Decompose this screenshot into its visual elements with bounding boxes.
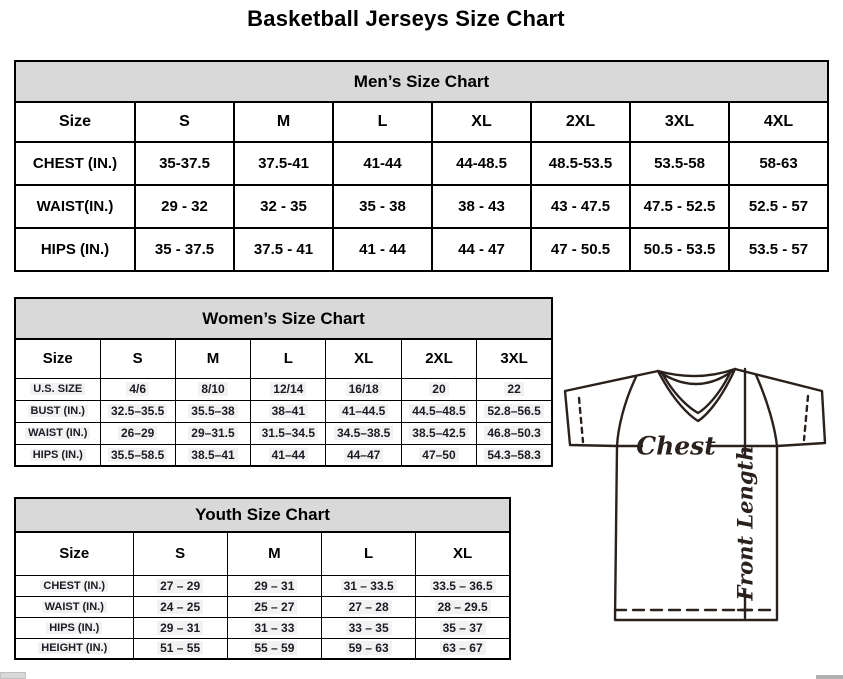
cell-value: 4/6 (126, 382, 149, 396)
jersey-diagram (558, 356, 843, 638)
youth-waist-row (15, 596, 510, 617)
table-cell (227, 638, 321, 659)
table-cell (100, 444, 175, 466)
cell-value: 35 – 37 (440, 621, 486, 635)
table-cell (416, 617, 510, 638)
table-cell (326, 422, 401, 444)
table-cell (227, 575, 321, 596)
row-label (15, 617, 133, 638)
chest-label: Chest (636, 431, 716, 461)
header-cell: S (133, 532, 227, 575)
row-label (15, 378, 100, 400)
table-cell (251, 422, 326, 444)
cell-value: 33.5 – 36.5 (430, 579, 496, 593)
table-cell: 50.5 - 53.5 (630, 228, 729, 271)
header-cell: Size (15, 532, 133, 575)
table-cell (251, 400, 326, 422)
cell-value: 47–50 (419, 448, 458, 462)
table-cell (133, 575, 227, 596)
table-cell (416, 575, 510, 596)
cell-value: 34.5–38.5 (334, 426, 393, 440)
mens-chest-row (15, 142, 828, 185)
table-cell (175, 422, 250, 444)
table-cell: 47 - 50.5 (531, 228, 630, 271)
womens-chart-title: Women’s Size Chart (14, 297, 553, 338)
table-cell: 43 - 47.5 (531, 185, 630, 228)
mens-size-chart (14, 60, 829, 272)
row-label (15, 575, 133, 596)
header-cell: XL (416, 532, 510, 575)
header-cell: M (234, 102, 333, 142)
cell-value: 33 – 35 (346, 621, 392, 635)
row-label: WAIST(IN.) (15, 185, 135, 228)
mens-chart-title: Men’s Size Chart (14, 60, 829, 101)
table-cell (175, 444, 250, 466)
table-cell: 35 - 38 (333, 185, 432, 228)
row-label (15, 638, 133, 659)
youth-table (14, 531, 511, 660)
table-cell: 53.5 - 57 (729, 228, 828, 271)
label-text: WAIST (IN.) (25, 427, 90, 439)
table-cell: 37.5-41 (234, 142, 333, 185)
row-label: CHEST (IN.) (15, 142, 135, 185)
row-label (15, 422, 100, 444)
table-cell (100, 422, 175, 444)
table-cell (251, 444, 326, 466)
table-cell (251, 378, 326, 400)
cell-value: 26–29 (118, 426, 157, 440)
youth-size-chart (14, 497, 511, 660)
header-cell: 3XL (630, 102, 729, 142)
youth-hips-row (15, 617, 510, 638)
label-text: HIPS (IN.) (46, 622, 102, 634)
table-cell: 44 - 47 (432, 228, 531, 271)
table-cell (175, 400, 250, 422)
table-cell: 35 - 37.5 (135, 228, 234, 271)
cell-value: 24 – 25 (157, 600, 203, 614)
row-label: HIPS (IN.) (15, 228, 135, 271)
header-cell: S (135, 102, 234, 142)
womens-hips-row (15, 444, 552, 466)
table-cell: 41-44 (333, 142, 432, 185)
horizontal-scrollbar-thumb-fragment[interactable] (816, 675, 843, 679)
cell-value: 22 (504, 382, 523, 396)
cell-value: 38.5–42.5 (409, 426, 468, 440)
mens-hips-row (15, 228, 828, 271)
cell-value: 35.5–58.5 (108, 448, 167, 462)
table-cell: 41 - 44 (333, 228, 432, 271)
cell-value: 41–44.5 (339, 404, 388, 418)
row-label (15, 596, 133, 617)
header-cell: M (227, 532, 321, 575)
youth-header-row (15, 532, 510, 575)
table-cell (416, 596, 510, 617)
cell-value: 63 – 67 (440, 641, 486, 655)
cell-value: 29–31.5 (188, 426, 237, 440)
cell-value: 28 – 29.5 (435, 600, 491, 614)
header-cell: M (175, 339, 250, 378)
cell-value: 29 – 31 (251, 579, 297, 593)
table-cell (477, 378, 552, 400)
table-cell: 32 - 35 (234, 185, 333, 228)
table-cell (133, 617, 227, 638)
label-text: WAIST (IN.) (42, 601, 107, 613)
youth-chart-title: Youth Size Chart (14, 497, 511, 531)
youth-chest-row (15, 575, 510, 596)
table-cell (326, 400, 401, 422)
label-text: BUST (IN.) (28, 405, 88, 417)
header-cell: Size (15, 102, 135, 142)
cell-value: 29 – 31 (157, 621, 203, 635)
header-cell: L (322, 532, 416, 575)
page-title: Basketball Jerseys Size Chart (247, 6, 565, 31)
label-text: HEIGHT (IN.) (38, 642, 110, 654)
mens-header-row (15, 102, 828, 142)
table-cell: 52.5 - 57 (729, 185, 828, 228)
table-cell (477, 444, 552, 466)
table-cell: 58-63 (729, 142, 828, 185)
table-cell (133, 596, 227, 617)
table-cell (322, 638, 416, 659)
mens-table (14, 101, 829, 272)
cell-value: 25 – 27 (251, 600, 297, 614)
table-cell: 53.5-58 (630, 142, 729, 185)
cell-value: 46.8–50.3 (484, 426, 543, 440)
womens-waist-row (15, 422, 552, 444)
header-cell: S (100, 339, 175, 378)
cell-value: 32.5–35.5 (108, 404, 167, 418)
cell-value: 35.5–38 (188, 404, 237, 418)
table-cell (401, 422, 476, 444)
horizontal-scrollbar-left-fragment[interactable] (0, 672, 26, 679)
table-cell: 35-37.5 (135, 142, 234, 185)
table-cell (100, 378, 175, 400)
table-cell: 48.5-53.5 (531, 142, 630, 185)
youth-height-row (15, 638, 510, 659)
header-cell: L (333, 102, 432, 142)
row-label (15, 444, 100, 466)
cell-value: 52.8–56.5 (484, 404, 543, 418)
cell-value: 59 – 63 (346, 641, 392, 655)
table-cell (326, 444, 401, 466)
table-cell: 37.5 - 41 (234, 228, 333, 271)
cell-value: 41–44 (269, 448, 308, 462)
header-cell: 4XL (729, 102, 828, 142)
table-cell (477, 422, 552, 444)
table-cell (227, 617, 321, 638)
table-cell (326, 378, 401, 400)
womens-ussize-row (15, 378, 552, 400)
cell-value: 27 – 29 (157, 579, 203, 593)
cell-value: 31.5–34.5 (259, 426, 318, 440)
table-cell (175, 378, 250, 400)
cell-value: 31 – 33.5 (341, 579, 397, 593)
cell-value: 38.5–41 (188, 448, 237, 462)
table-cell: 38 - 43 (432, 185, 531, 228)
table-cell (401, 400, 476, 422)
cell-value: 44.5–48.5 (409, 404, 468, 418)
header-cell: 2XL (401, 339, 476, 378)
jersey-outline (565, 369, 825, 620)
table-cell: 44-48.5 (432, 142, 531, 185)
label-text: U.S. SIZE (30, 383, 85, 395)
header-cell: XL (326, 339, 401, 378)
table-cell (401, 378, 476, 400)
cell-value: 44–47 (344, 448, 383, 462)
table-cell (322, 617, 416, 638)
table-cell (401, 444, 476, 466)
table-cell (133, 638, 227, 659)
cell-value: 20 (429, 382, 448, 396)
table-cell (227, 596, 321, 617)
cell-value: 8/10 (198, 382, 227, 396)
cell-value: 31 – 33 (251, 621, 297, 635)
table-cell (322, 575, 416, 596)
cell-value: 55 – 59 (251, 641, 297, 655)
womens-header-row (15, 339, 552, 378)
table-cell: 29 - 32 (135, 185, 234, 228)
row-label (15, 400, 100, 422)
header-cell: 3XL (477, 339, 552, 378)
header-cell: L (251, 339, 326, 378)
cell-value: 54.3–58.3 (484, 448, 543, 462)
header-cell: Size (15, 339, 100, 378)
womens-table (14, 338, 553, 467)
header-cell: 2XL (531, 102, 630, 142)
label-text: CHEST (IN.) (40, 580, 108, 592)
table-cell (416, 638, 510, 659)
mens-waist-row (15, 185, 828, 228)
table-cell (322, 596, 416, 617)
cell-value: 12/14 (270, 382, 306, 396)
womens-bust-row (15, 400, 552, 422)
womens-size-chart (14, 297, 553, 467)
cell-value: 16/18 (346, 382, 382, 396)
cell-value: 27 – 28 (346, 600, 392, 614)
header-cell: XL (432, 102, 531, 142)
cell-value: 38–41 (269, 404, 308, 418)
table-cell (477, 400, 552, 422)
table-cell (100, 400, 175, 422)
label-text: HIPS (IN.) (30, 449, 86, 461)
front-length-label: Front Length (732, 445, 758, 601)
table-cell: 47.5 - 52.5 (630, 185, 729, 228)
cell-value: 51 – 55 (157, 641, 203, 655)
